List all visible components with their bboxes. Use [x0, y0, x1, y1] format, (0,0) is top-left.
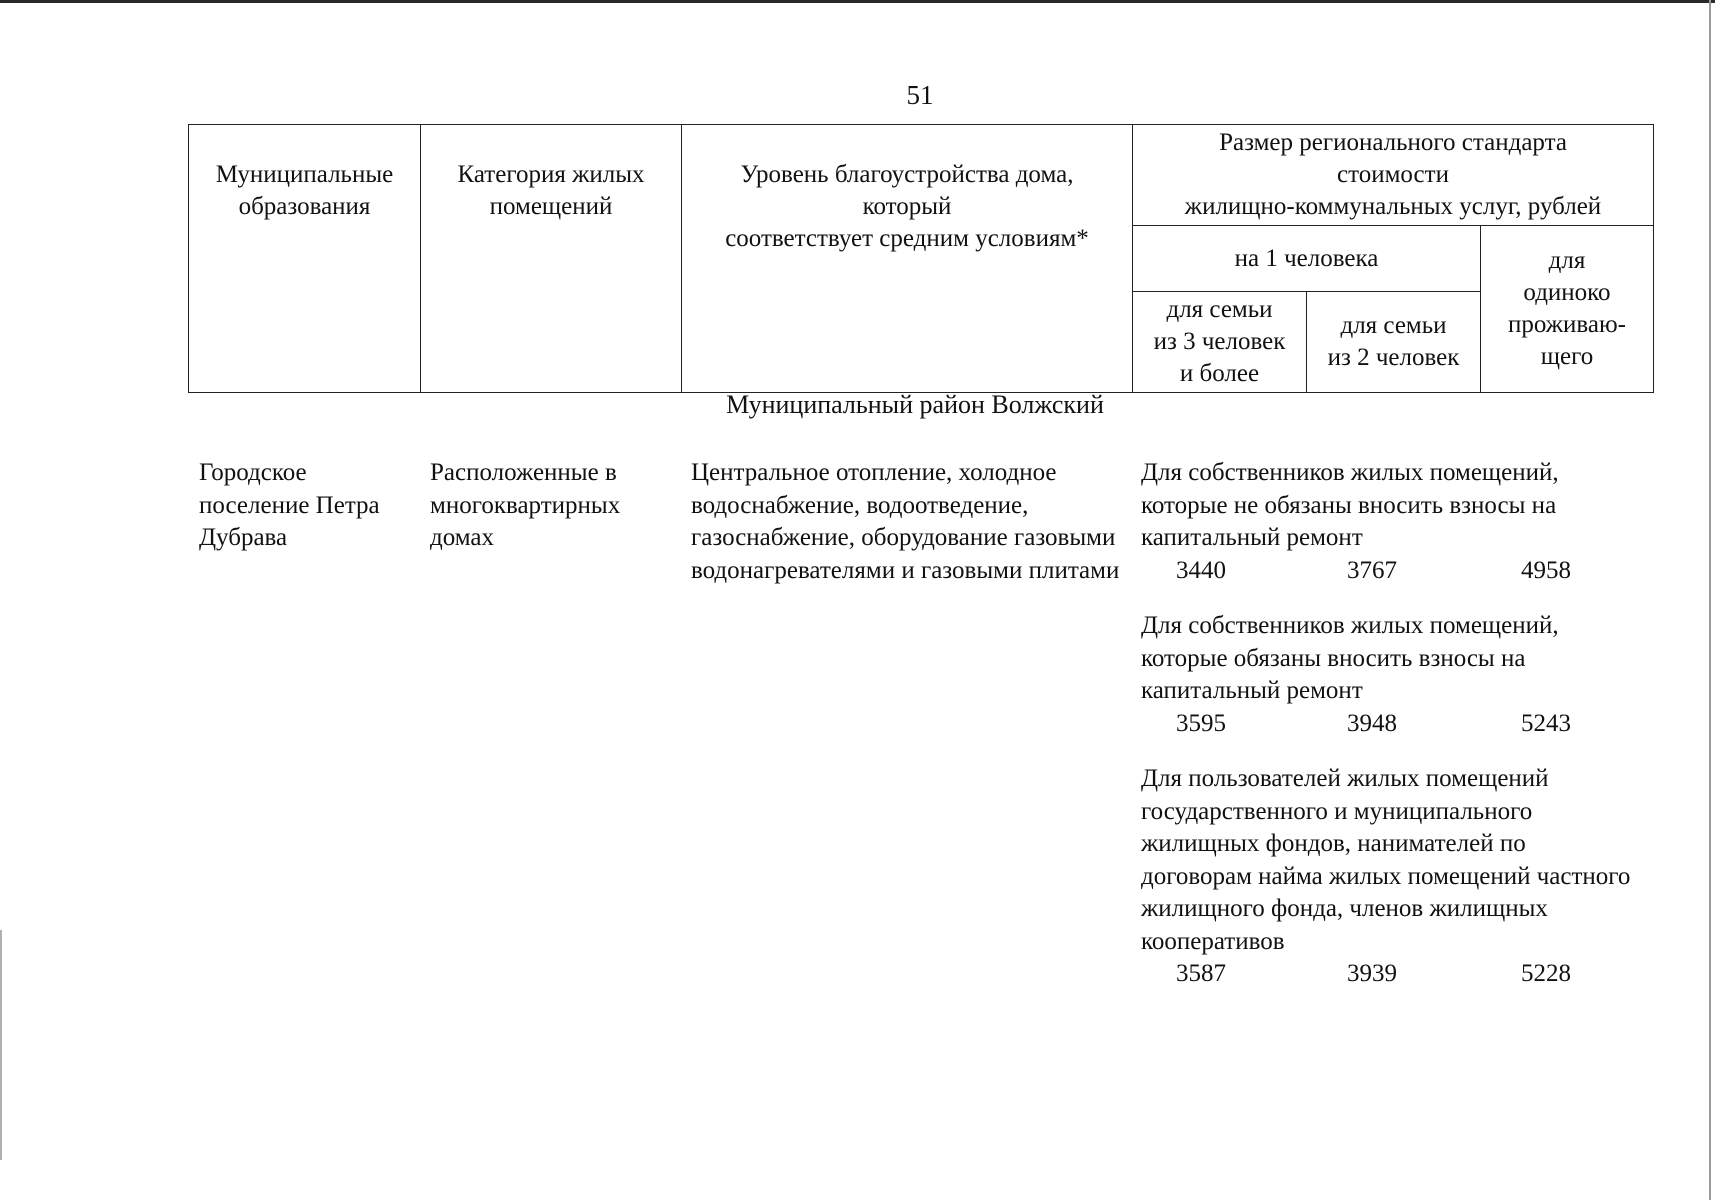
tariff-group [1141, 763, 1641, 991]
value-family-2: 3948 [1347, 709, 1397, 737]
group-values [1141, 708, 1641, 741]
value-single: 5243 [1521, 709, 1571, 737]
value-family-2: 3939 [1347, 960, 1397, 987]
group-description: Для собственников жилых помещений, которые обязаны вносить взносы на капитальный ремонт [1141, 612, 1559, 704]
header-per-person: на 1 человека [1133, 226, 1481, 292]
value-single: 5228 [1521, 960, 1571, 987]
scan-border-right [1709, 0, 1711, 1200]
group-values [1141, 958, 1641, 991]
header-single: для одиноко проживаю- щего [1481, 226, 1654, 393]
header-category: Категория жилых помещений [421, 125, 682, 393]
value-family-2: 3767 [1347, 556, 1397, 584]
value-family-3: 3587 [1176, 960, 1226, 987]
value-family-3: 3595 [1176, 709, 1226, 737]
header-family-3: для семьи из 3 человек и более [1133, 292, 1307, 393]
value-single: 4958 [1521, 556, 1571, 584]
header-table [188, 124, 1654, 393]
page-number: 51 [906, 80, 934, 110]
header-municipalities: Муниципальные образования [189, 125, 421, 393]
amenity-description: Центральное отопление, холодное водоснабжение, водоотведение, газоснабжение, оборудование газовыми водонагревателями и газовыми плитами [691, 459, 1120, 584]
header-standard-size: Размер регионального стандарта стоимости жилищно-коммунальных услуг, рублей [1133, 125, 1654, 226]
value-family-3: 3440 [1176, 556, 1226, 584]
scan-border-top [0, 0, 1715, 3]
municipality-name: Городское поселение Петра Дубрава [199, 459, 380, 551]
header-amenity-level: Уровень благоустройства дома, который соответствует средним условиям* [682, 125, 1133, 393]
header-family-2: для семьи из 2 человек [1307, 292, 1481, 393]
tariff-group [1141, 457, 1641, 588]
housing-category: Расположенные в многоквартирных домах [430, 459, 621, 551]
group-description: Для собственников жилых помещений, которые не обязаны вносить взносы на капитальный ремонт [1141, 459, 1559, 551]
group-values [1141, 555, 1641, 588]
tariff-group [1141, 610, 1641, 741]
group-description: Для пользователей жилых помещений государственного и муниципального жилищных фондов, нанимателей по договорам найма жилых помещений частного жилищного фонда, членов жилищных кооперативов [1141, 765, 1631, 955]
region-title: Муниципальный район Волжский [726, 390, 1104, 419]
scan-border-left [0, 930, 2, 1160]
